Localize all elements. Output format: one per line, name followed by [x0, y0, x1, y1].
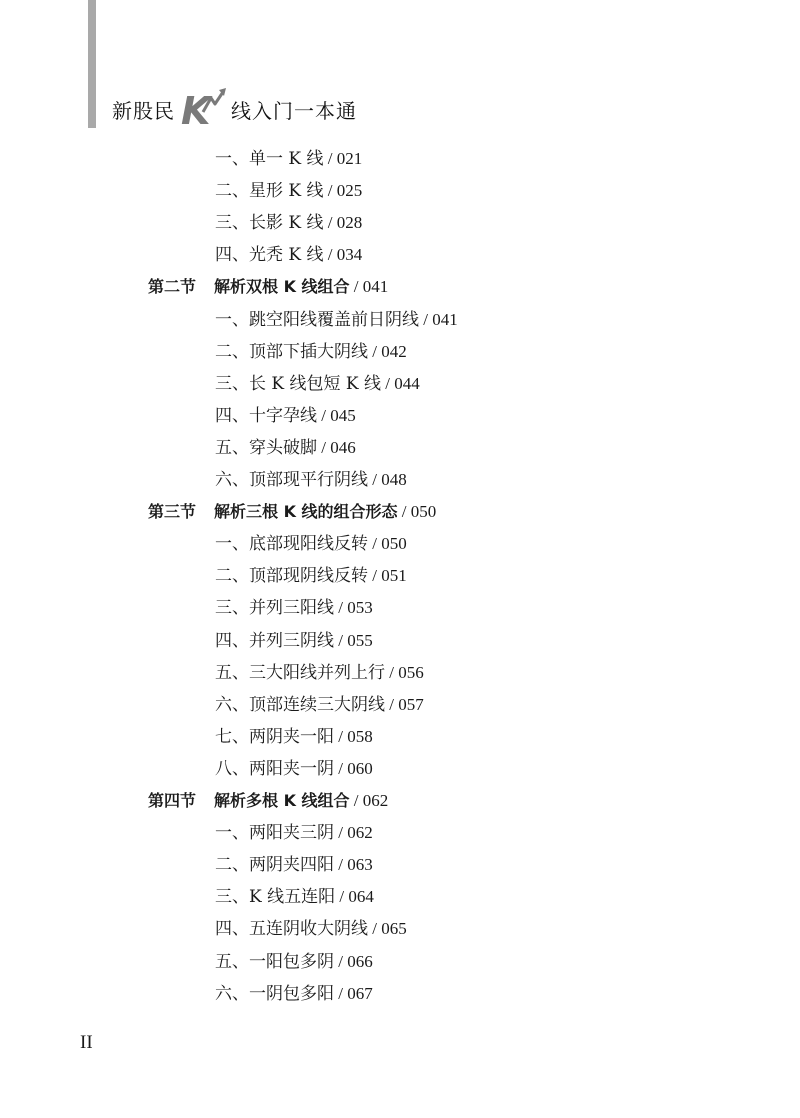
- toc-item: [215, 887, 374, 907]
- toc-entry-title: 三、并列三阳线: [215, 598, 334, 618]
- toc-entry-title: 五、穿头破脚: [215, 438, 317, 458]
- toc-item: [215, 919, 407, 939]
- toc-page-number: 067: [347, 984, 373, 1003]
- toc-page-number: 025: [336, 181, 363, 200]
- toc-item: [215, 181, 362, 201]
- toc-page-number: 046: [330, 438, 356, 457]
- toc-item: [215, 213, 362, 233]
- toc-page-number: 062: [347, 823, 373, 842]
- toc-item: [215, 759, 373, 779]
- toc-separator: /: [317, 438, 331, 457]
- toc-entry-title: 解析多根 K 线组合: [214, 791, 350, 810]
- toc-section-number: 第三节: [148, 502, 197, 521]
- toc-entry-title: 三、长 K 线包短 K 线: [215, 374, 382, 394]
- toc-entry-title: 四、五连阴收大阴线: [215, 919, 368, 939]
- toc-page-number: 050: [381, 534, 407, 553]
- toc-separator: /: [317, 406, 331, 425]
- toc-page-number: 051: [381, 566, 407, 585]
- toc-entry-title: 六、顶部连续三大阴线: [215, 695, 385, 715]
- toc-entry-title: 二、两阴夹四阳: [215, 855, 334, 875]
- toc-page-number: 055: [347, 631, 373, 650]
- toc-page-number: 065: [381, 919, 407, 938]
- toc-page-number: 045: [330, 406, 356, 425]
- toc-entry-title: 二、顶部下插大阴线: [215, 342, 368, 362]
- toc-item: [215, 310, 458, 330]
- toc-page-number: 034: [336, 245, 363, 264]
- toc-entry-title: 五、三大阳线并列上行: [215, 663, 385, 683]
- toc-page-number: 028: [336, 213, 363, 232]
- toc-separator: /: [323, 181, 337, 200]
- toc-entry-title: 一、底部现阳线反转: [215, 534, 368, 554]
- toc-page-number: 050: [410, 502, 437, 521]
- toc-entry-title: 四、并列三阴线: [215, 631, 334, 651]
- toc-item: [215, 695, 424, 715]
- toc-separator: /: [334, 952, 348, 971]
- toc-entry-title: 一、单一 K 线: [215, 149, 324, 169]
- k-logo-icon: [179, 86, 227, 130]
- toc-page-number: 063: [347, 855, 373, 874]
- toc-separator: /: [349, 277, 363, 296]
- toc-item: [215, 823, 373, 843]
- toc-separator: /: [323, 213, 337, 232]
- toc-separator: /: [419, 310, 433, 329]
- toc-section-number: 第四节: [148, 791, 197, 810]
- toc-item: [215, 855, 373, 875]
- toc-item: [215, 566, 407, 586]
- toc-item: [215, 245, 362, 265]
- toc-section-number: 第二节: [148, 277, 197, 296]
- decorative-side-bar: [88, 0, 96, 128]
- toc-separator: /: [368, 566, 382, 585]
- toc-item: [215, 342, 407, 362]
- toc-page-number: 060: [347, 759, 373, 778]
- toc-entry-title: 一、两阳夹三阴: [215, 823, 334, 843]
- toc-entry-title: 二、顶部现阴线反转: [215, 566, 368, 586]
- toc-item: [215, 663, 424, 683]
- toc-entry-title: 六、一阴包多阳: [215, 984, 334, 1004]
- toc-separator: /: [368, 470, 382, 489]
- toc-separator: /: [368, 919, 382, 938]
- toc-page-number: 058: [347, 727, 373, 746]
- toc-section-heading: [148, 277, 388, 297]
- toc-item: [215, 406, 356, 426]
- toc-separator: /: [334, 855, 348, 874]
- toc-separator: /: [385, 695, 399, 714]
- toc-entry-title: 解析双根 K 线组合: [214, 277, 350, 296]
- toc-separator: /: [381, 374, 395, 393]
- toc-item: [215, 438, 356, 458]
- toc-item: [215, 374, 420, 394]
- running-header: [112, 84, 357, 130]
- toc-page-number: 048: [381, 470, 407, 489]
- toc-separator: /: [334, 727, 348, 746]
- toc-item: [215, 727, 373, 747]
- toc-separator: /: [335, 887, 349, 906]
- toc-page-number: 042: [381, 342, 407, 361]
- toc-entry-title: 五、一阳包多阴: [215, 952, 334, 972]
- header-title-prefix: 新股民: [112, 99, 175, 123]
- toc-page-number: 021: [336, 149, 363, 168]
- page-folio: II: [80, 1032, 93, 1053]
- toc-item: [215, 984, 373, 1004]
- toc-entry-title: 四、光秃 K 线: [215, 245, 324, 265]
- toc-section-heading: [148, 791, 388, 811]
- toc-separator: /: [368, 534, 382, 553]
- toc-page-number: 044: [394, 374, 420, 393]
- toc-item: [215, 470, 407, 490]
- toc-separator: /: [349, 791, 363, 810]
- toc-entry-title: 四、十字孕线: [215, 406, 317, 426]
- toc-separator: /: [334, 631, 348, 650]
- toc-item: [215, 631, 373, 651]
- toc-section-heading: [148, 502, 436, 522]
- toc-entry-title: 一、跳空阳线覆盖前日阴线: [215, 310, 419, 330]
- toc-item: [215, 534, 407, 554]
- toc-page-number: 057: [398, 695, 424, 714]
- toc-item: [215, 598, 373, 618]
- toc-page-number: 053: [347, 598, 373, 617]
- toc-page-number: 064: [348, 887, 374, 906]
- toc-item: [215, 149, 362, 169]
- toc-entry-title: 七、两阴夹一阳: [215, 727, 334, 747]
- toc-separator: /: [368, 342, 382, 361]
- toc-page-number: 066: [347, 952, 373, 971]
- toc-page-number: 062: [362, 791, 389, 810]
- logo-letter: K: [181, 89, 212, 130]
- toc-entry-title: 六、顶部现平行阴线: [215, 470, 368, 490]
- toc-separator: /: [385, 663, 399, 682]
- toc-item: [215, 952, 373, 972]
- toc-separator: /: [334, 598, 348, 617]
- toc-page-number: 041: [362, 277, 389, 296]
- header-title-suffix: 线入门一本通: [231, 99, 357, 123]
- toc-separator: /: [397, 502, 411, 521]
- toc-entry-title: 解析三根 K 线的组合形态: [214, 502, 398, 521]
- toc-separator: /: [323, 245, 337, 264]
- toc-entry-title: 三、K 线五连阳: [215, 887, 336, 907]
- toc-entry-title: 三、长影 K 线: [215, 213, 324, 233]
- toc-entry-title: 八、两阳夹一阴: [215, 759, 334, 779]
- toc-separator: /: [334, 823, 348, 842]
- toc-page-number: 056: [398, 663, 424, 682]
- toc-separator: /: [334, 984, 348, 1003]
- toc-separator: /: [334, 759, 348, 778]
- toc-entry-title: 二、星形 K 线: [215, 181, 324, 201]
- toc-page-number: 041: [432, 310, 458, 329]
- toc-separator: /: [323, 149, 337, 168]
